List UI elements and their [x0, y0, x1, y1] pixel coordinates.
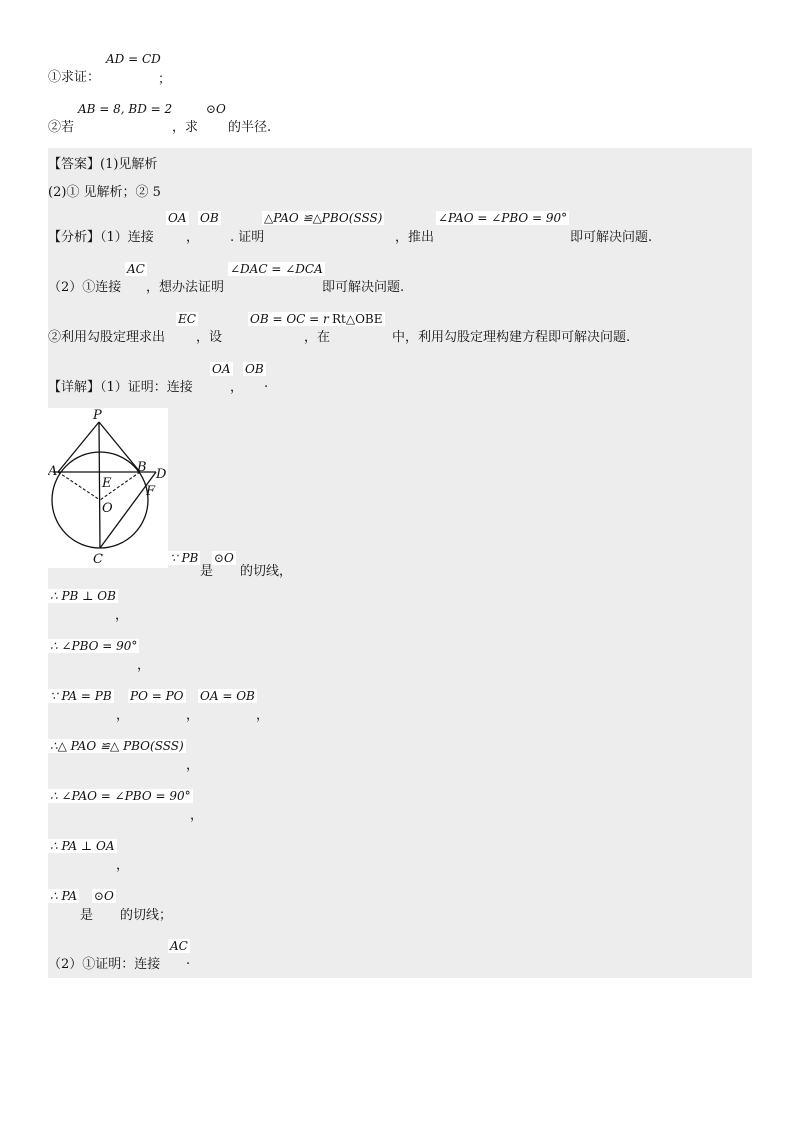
analysis-ec: EC: [178, 312, 196, 326]
detail-dot: .: [264, 376, 269, 391]
p2-label: （2）①证明：连接: [48, 957, 161, 972]
analysis-text2: . 证明: [230, 230, 265, 245]
analysis-p2-expr: ∠DAC = ∠DCA: [230, 262, 323, 276]
step-4c: OA = OB: [200, 689, 255, 703]
analysis-p3-in: ，在: [304, 330, 331, 345]
s1-tail: 的切线，: [240, 564, 293, 579]
analysis-p3-tri: Rt△OBE: [332, 312, 383, 326]
q1-punct: ；: [158, 72, 172, 87]
label-p: P: [93, 408, 102, 423]
label-d: D: [156, 467, 167, 482]
analysis-angles: ∠PAO = ∠PBO = 90°: [438, 211, 568, 225]
analysis-p2-tail: 即可解决问题.: [322, 280, 405, 295]
p2-ac: AC: [170, 939, 188, 953]
analysis-oa: OA: [168, 211, 187, 225]
analysis-ac: AC: [127, 262, 145, 276]
step-5: ∴△ PAO ≌△ PBO(SSS): [50, 739, 184, 753]
step-6: ∴ ∠PAO = ∠PBO = 90°: [50, 789, 191, 803]
analysis-label: 【分析】（1）连接: [48, 230, 154, 245]
step-2-comma: ，: [115, 608, 129, 623]
step-8-circle: ⊙O: [94, 889, 114, 903]
segment-pa: [58, 422, 99, 472]
step-4b: PO = PO: [130, 689, 184, 703]
label-f: F: [146, 484, 156, 499]
p2-dot: .: [186, 953, 191, 968]
q2-expr: AB = 8, BD = 2: [78, 102, 173, 116]
segment-pb: [99, 422, 140, 472]
s1-pb: PB: [181, 551, 199, 565]
segment-pc: [99, 422, 100, 548]
q2-circle: ⊙O: [206, 102, 226, 116]
analysis-p3-expr: OB = OC = r: [250, 312, 329, 326]
analysis-ob: OB: [200, 211, 219, 225]
step-4-comma3: ，: [256, 708, 270, 723]
analysis-congruence: △PAO ≌△PBO(SSS): [264, 211, 383, 225]
answer-line1: 【答案】(1)见解析: [48, 157, 158, 172]
answer-line2: (2)① 见解析；② 5: [48, 185, 161, 200]
step-4-comma2: ，: [186, 708, 200, 723]
q2-mid: ，求: [172, 120, 199, 135]
analysis-p2-text: ，想办法证明: [146, 280, 225, 295]
analysis-p3-tail: 中，利用勾股定理构建方程即可解决问题.: [392, 330, 631, 345]
step-3-comma: ，: [137, 658, 151, 673]
geometry-diagram: [48, 408, 168, 568]
step-7: ∴ PA ⊥ OA: [50, 839, 115, 853]
step-8-expr: ∴ PA: [50, 889, 78, 903]
step-6-comma: ，: [190, 808, 204, 823]
step-4-comma1: ，: [116, 708, 130, 723]
s1-expr: [168, 551, 200, 565]
label-o: O: [102, 501, 113, 516]
step-8-is: 是: [80, 908, 94, 923]
label-a: A: [48, 464, 58, 479]
analysis-text3: ，推出: [395, 230, 435, 245]
detail-sep: ，: [230, 380, 244, 395]
label-c: C: [93, 552, 103, 567]
label-b: B: [137, 460, 147, 475]
label-e: E: [102, 476, 112, 491]
s1-mid: 是: [200, 564, 214, 579]
analysis-p3-set: ，设: [196, 330, 223, 345]
q1-label: ①求证：: [48, 70, 101, 85]
s1-pre: ∵: [170, 551, 178, 565]
q2-label: ②若: [48, 120, 75, 135]
analysis-text4: 即可解决问题.: [570, 230, 653, 245]
detail-oa: OA: [212, 362, 231, 376]
segment-ao: [58, 472, 100, 500]
step-8-tail: 的切线；: [120, 908, 173, 923]
s1-circle: ⊙O: [214, 551, 234, 565]
analysis-p2-label: （2）①连接: [48, 280, 122, 295]
geometry-figure: [48, 408, 168, 568]
step-5-comma: ，: [186, 758, 200, 773]
step-2: ∴ PB ⊥ OB: [50, 589, 116, 603]
step-7-comma: ，: [116, 858, 130, 873]
step-4a: ∵ PA = PB: [50, 689, 112, 703]
step-3: ∴ ∠PBO = 90°: [50, 639, 138, 653]
detail-ob: OB: [245, 362, 264, 376]
analysis-p3-label: ②利用勾股定理求出: [48, 330, 166, 345]
analysis-sep1: ，: [186, 230, 200, 245]
detail-label: 【详解】（1）证明：连接: [48, 380, 193, 395]
q1-expr: AD = CD: [106, 52, 161, 66]
q2-tail: 的半径.: [228, 120, 272, 135]
